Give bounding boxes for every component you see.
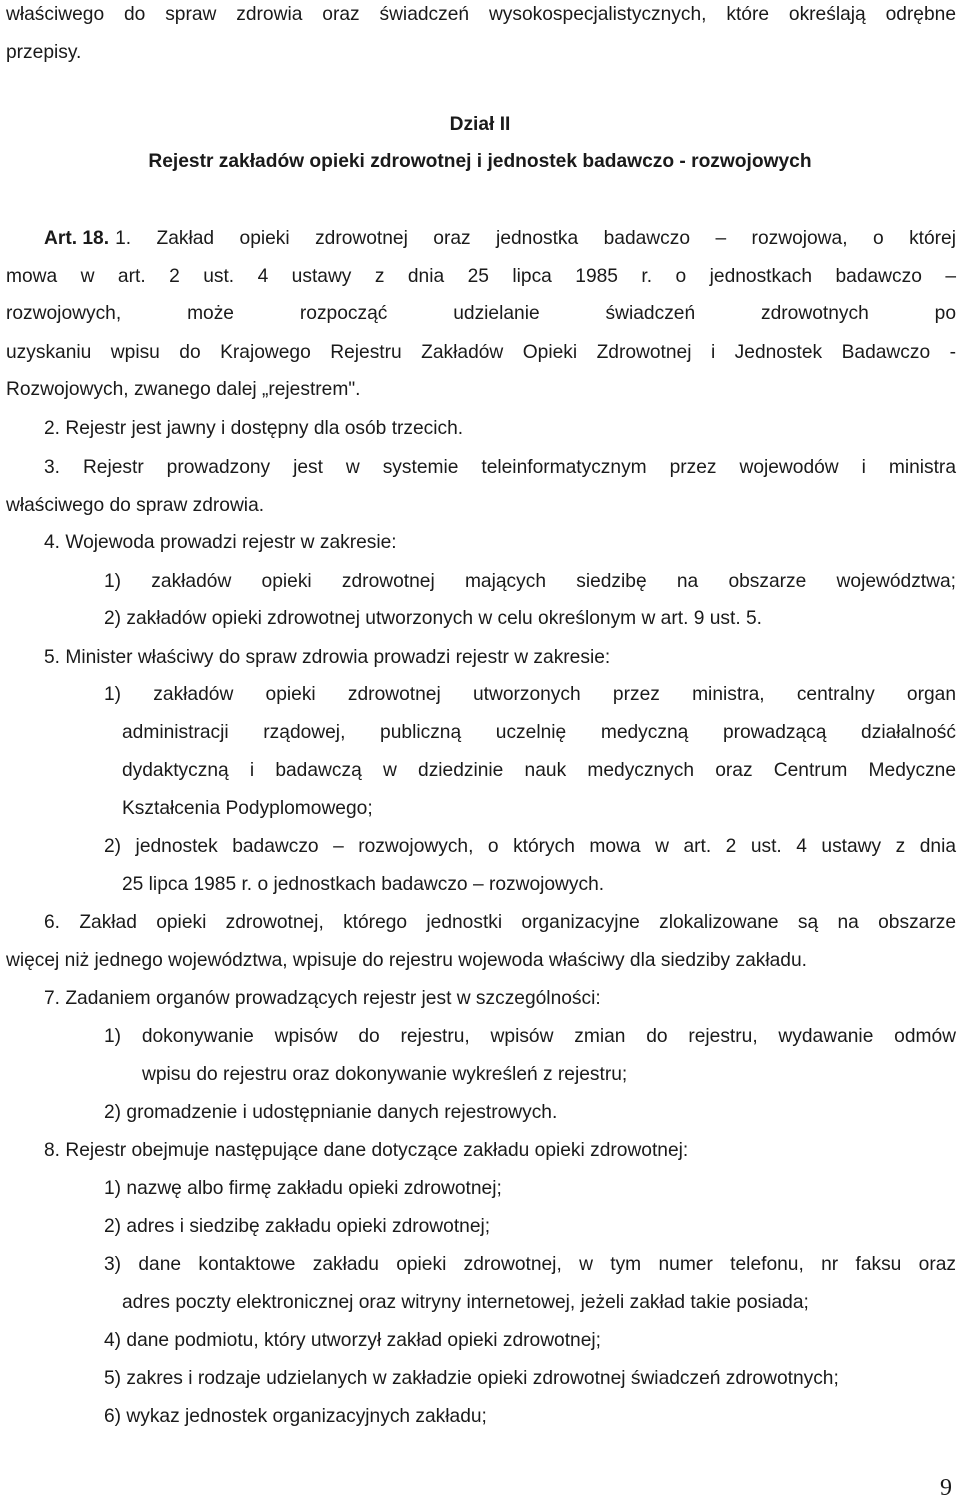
text-line: właściwego do spraw zdrowia oraz świadczeń wysokospecjalistycznych, które określają odrębne (6, 4, 956, 25)
list-item: 1) zakładów opieki zdrowotnej utworzonych przez ministra, centralny organ (104, 684, 956, 705)
page-number: 9 (940, 1475, 952, 1501)
list-item: 2) jednostek badawczo – rozwojowych, o których mowa w art. 2 ust. 4 ustawy z dnia (104, 836, 956, 857)
section-title: Rejestr zakładów opieki zdrowotnej i jednostek badawczo - rozwojowych (148, 151, 812, 172)
paragraph: 2. Rejestr jest jawny i dostępny dla osób trzecich. (44, 418, 464, 439)
article-first-line (44, 227, 956, 251)
text-line: mowa w art. 2 ust. 4 ustawy z dnia 25 lipca 1985 r. o jednostkach badawczo – (6, 266, 956, 287)
list-item: 2) adres i siedzibę zakładu opieki zdrowotnej; (104, 1216, 491, 1237)
list-item: 1) nazwę albo firmę zakładu opieki zdrowotnej; (104, 1178, 502, 1199)
text-line: 1. Zakład opieki zdrowotnej oraz jednostka badawczo – rozwojowa, o której (115, 228, 956, 249)
text-line: dydaktyczną i badawczą w dziedzinie nauk medycznych oraz Centrum Medyczne (122, 760, 956, 781)
paragraph-intro: 4. Wojewoda prowadzi rejestr w zakresie: (44, 532, 397, 553)
text-line: administracji rządowej, publiczną uczelnię medyczną prowadzącą działalność (122, 722, 956, 743)
section-heading: Dział II (449, 114, 511, 135)
list-item: 5) zakres i rodzaje udzielanych w zakładzie opieki zdrowotnej świadczeń zdrowotnych; (104, 1368, 839, 1389)
text-line: więcej niż jednego województwa, wpisuje do rejestru wojewoda właściwy dla siedziby zakładu. (6, 950, 807, 971)
text-line: wpisu do rejestru oraz dokonywanie wykreśleń z rejestru; (142, 1064, 628, 1085)
list-item: 1) zakładów opieki zdrowotnej mających siedzibę na obszarze województwa; (104, 571, 956, 592)
list-item: 1) dokonywanie wpisów do rejestru, wpisów zmian do rejestru, wydawanie odmów (104, 1026, 956, 1047)
article-number: Art. 18. (44, 228, 110, 249)
text-line: 3. Rejestr prowadzony jest w systemie teleinformatycznym przez wojewodów i ministra (44, 457, 956, 478)
text-line: Rozwojowych, zwanego dalej „rejestrem". (6, 379, 361, 400)
text-line: 25 lipca 1985 r. o jednostkach badawczo – rozwojowych. (122, 874, 605, 895)
list-item: 3) dane kontaktowe zakładu opieki zdrowotnej, w tym numer telefonu, nr faksu oraz (104, 1254, 956, 1275)
text-line: 6. Zakład opieki zdrowotnej, którego jednostki organizacyjne zlokalizowane są na obszarze (44, 912, 956, 933)
paragraph-intro: 8. Rejestr obejmuje następujące dane dotyczące zakładu opieki zdrowotnej: (44, 1140, 689, 1161)
text-line: rozwojowych, może rozpocząć udzielanie świadczeń zdrowotnych po (6, 303, 956, 324)
text-line: właściwego do spraw zdrowia. (6, 495, 265, 516)
text-line: przepisy. (6, 42, 82, 63)
list-item: 2) gromadzenie i udostępnianie danych rejestrowych. (104, 1102, 558, 1123)
text-line: Kształcenia Podyplomowego; (122, 798, 373, 819)
list-item: 2) zakładów opieki zdrowotnej utworzonych w celu określonym w art. 9 ust. 5. (104, 608, 762, 629)
list-item: 6) wykaz jednostek organizacyjnych zakładu; (104, 1406, 487, 1427)
paragraph-intro: 5. Minister właściwy do spraw zdrowia prowadzi rejestr w zakresie: (44, 647, 611, 668)
text-line: uzyskaniu wpisu do Krajowego Rejestru Zakładów Opieki Zdrowotnej i Jednostek Badawczo - (6, 342, 956, 363)
text-line: adres poczty elektronicznej oraz witryny internetowej, jeżeli zakład takie posiada; (122, 1292, 809, 1313)
paragraph-intro: 7. Zadaniem organów prowadzących rejestr jest w szczególności: (44, 988, 601, 1009)
list-item: 4) dane podmiotu, który utworzył zakład opieki zdrowotnej; (104, 1330, 601, 1351)
